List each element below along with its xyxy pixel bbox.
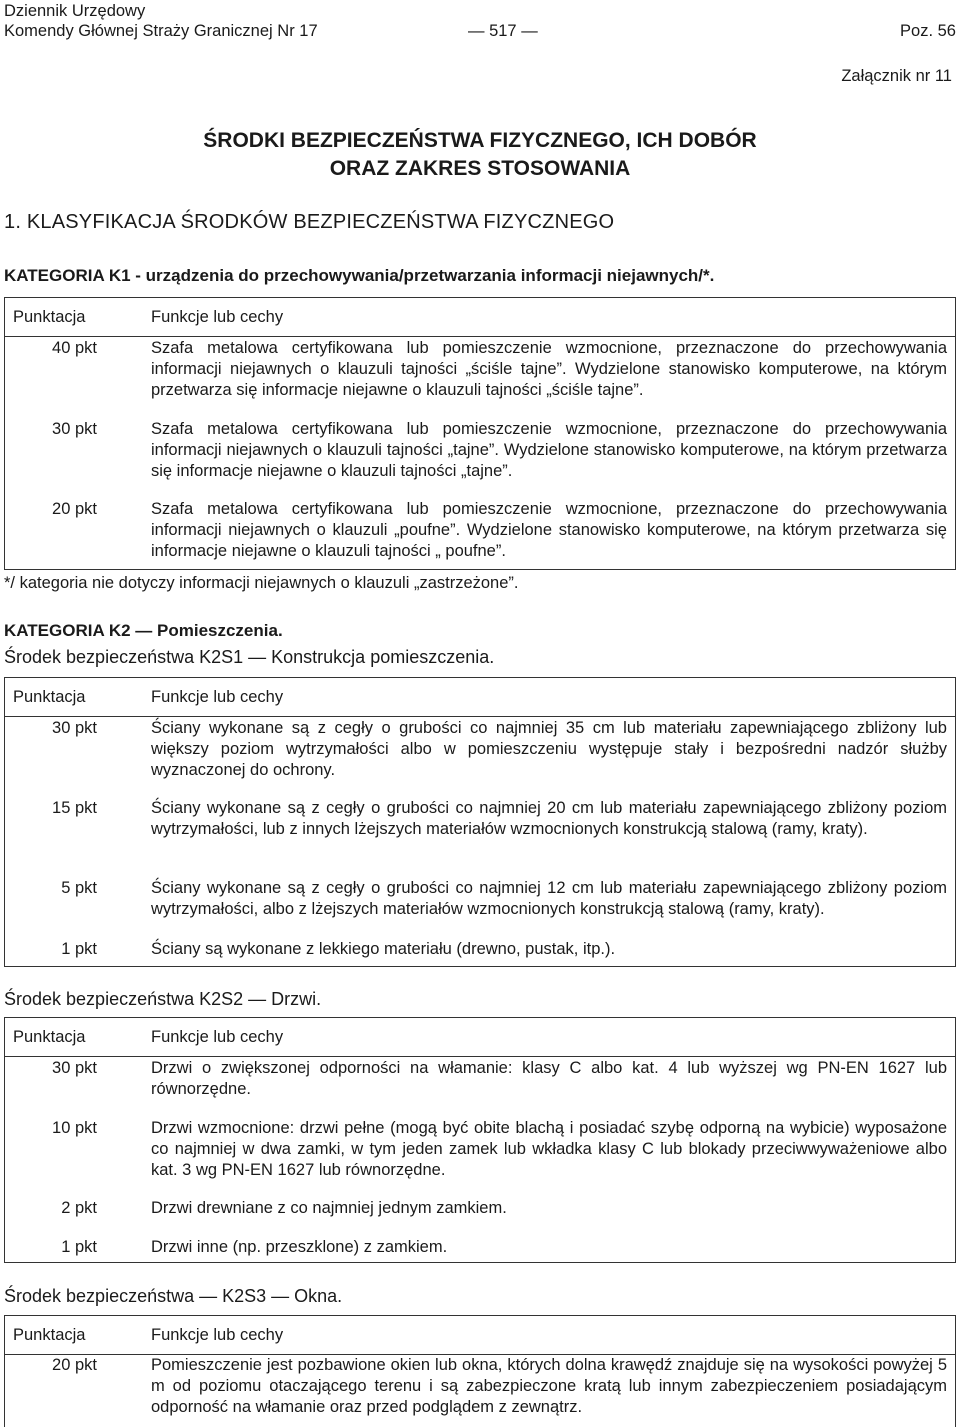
row-points: 30 pkt <box>52 420 97 438</box>
section-heading: 1. KLASYFIKACJA ŚRODKÓW BEZPIECZEŃSTWA FIZYCZNEGO <box>4 211 615 233</box>
header-divider <box>5 1056 955 1057</box>
row-points: 2 pkt <box>61 1199 97 1217</box>
footnote: */ kategoria nie dotyczy informacji niejawnych o klauzuli „zastrzeżone”. <box>4 574 519 592</box>
column-header-points: Punktacja <box>13 308 86 326</box>
row-points: 30 pkt <box>52 1059 97 1077</box>
row-points: 30 pkt <box>52 719 97 737</box>
k2s2-heading: Środek bezpieczeństwa K2S2 — Drzwi. <box>4 989 322 1009</box>
column-header-features: Funkcje lub cechy <box>151 1326 284 1344</box>
row-description: Ściany wykonane są z cegły o grubości co najmniej 12 cm lub materiału zapewniającego zbliżony poziom wytrzymałości, albo z lżejszych materiałów wzmocnionych konstrukcją stalową (ramy, kraty). <box>151 879 947 918</box>
row-points: 15 pkt <box>52 799 97 817</box>
row-description: Szafa metalowa certyfikowana lub pomieszczenie wzmocnione, przeznaczone do przechowywania informacji niejawnych o klauzuli tajności „tajne”. Wydzielone stanowisko komputerowe, na którym przetwarza się informacje niejawne o klauzuli tajności „tajne”. <box>151 420 947 480</box>
header-divider <box>5 336 955 337</box>
row-description: Drzwi inne (np. przeszklone) z zamkiem. <box>151 1238 448 1256</box>
page-header <box>4 0 956 42</box>
row-description: Drzwi o zwiększonej odporności na włamanie: klasy C albo kat. 4 lub wyższej wg PN-EN 1627 lub równorzędne. <box>151 1059 947 1098</box>
k2s2-table <box>4 1017 956 1263</box>
row-points: 5 pkt <box>61 879 97 897</box>
k2s1-table <box>4 677 956 967</box>
column-header-points: Punktacja <box>13 1028 86 1046</box>
page-number: — 517 — <box>468 22 538 40</box>
category-k2-heading: KATEGORIA K2 — Pomieszczenia. <box>4 621 283 640</box>
column-header-features: Funkcje lub cechy <box>151 1028 284 1046</box>
row-description: Szafa metalowa certyfikowana lub pomieszczenie wzmocnione, przeznaczone do przechowywania informacji niejawnych o klauzuli tajności „ściśle tajne”. Wydzielone stanowisko komputerowe, na którym przetwarza się informacje niejawne o klauzuli tajności „ściśle tajne”. <box>151 339 947 399</box>
row-points: 1 pkt <box>61 940 97 958</box>
row-points: 20 pkt <box>52 1356 97 1374</box>
journal-issuer: Komendy Głównej Straży Granicznej Nr 17 <box>4 22 318 40</box>
document-title-line-1: ŚRODKI BEZPIECZEŃSTWA FIZYCZNEGO, ICH DOBÓR <box>203 129 757 152</box>
column-header-points: Punktacja <box>13 1326 86 1344</box>
row-description: Pomieszczenie jest pozbawione okien lub okna, których dolna krawędź znajduje się na wysokości powyżej 5 m od poziomu otaczającego terenu i są zabezpieczone kratą lub innym zabezpieczeniem posiadającym odporność na włamanie oraz przed podglądem z zewnątrz. <box>151 1356 947 1416</box>
row-points: 40 pkt <box>52 339 97 357</box>
row-points: 20 pkt <box>52 500 97 518</box>
position-number: Poz. 56 <box>900 22 956 40</box>
k2s1-heading: Środek bezpieczeństwa K2S1 — Konstrukcja pomieszczenia. <box>4 647 495 667</box>
column-header-features: Funkcje lub cechy <box>151 308 284 326</box>
category-k1-heading: KATEGORIA K1 - urządzenia do przechowywania/przetwarzania informacji niejawnych/*. <box>4 266 715 285</box>
row-description: Ściany wykonane są z cegły o grubości co najmniej 20 cm lub materiału zapewniającego zbliżony poziom wytrzymałości, lub z innych lżejszych materiałów wzmocnionych konstrukcją stalową (ramy, kraty). <box>151 799 947 838</box>
k1-table <box>4 297 956 570</box>
column-header-features: Funkcje lub cechy <box>151 688 284 706</box>
row-description: Drzwi wzmocnione: drzwi pełne (mogą być obite blachą i posiadać szybę odporną na wybicie) wyposażone co najmniej w dwa zamki, w tym jeden zamek lub wkładka klasy C lub blokady przeciwwyważeniowe albo kat. 3 wg PN-EN 1627 lub równorzędne. <box>151 1119 947 1179</box>
journal-name: Dziennik Urzędowy <box>4 2 146 20</box>
row-description: Ściany są wykonane z lekkiego materiału (drewno, pustak, itp.). <box>151 940 616 958</box>
annex-label: Załącznik nr 11 <box>841 67 952 85</box>
header-divider <box>5 716 955 717</box>
row-description: Ściany wykonane są z cegły o grubości co najmniej 35 cm lub materiału zapewniającego zbliżony lub większy poziom wytrzymałości albo w pomieszczeniu występuje stały i bezpośredni nadzór służby wyznaczonej do ochrony. <box>151 719 947 779</box>
row-description: Szafa metalowa certyfikowana lub pomieszczenie wzmocnione, przeznaczone do przechowywania informacji niejawnych o klauzuli „poufne”. Wydzielone stanowisko komputerowe, na którym przetwarza się informacje niejawne o klauzuli tajności „ poufne”. <box>151 500 947 560</box>
row-points: 10 pkt <box>52 1119 97 1137</box>
k2s3-table <box>4 1315 956 1427</box>
k2s3-heading: Środek bezpieczeństwa — K2S3 — Okna. <box>4 1286 343 1306</box>
row-description: Drzwi drewniane z co najmniej jednym zamkiem. <box>151 1199 507 1217</box>
column-header-points: Punktacja <box>13 688 86 706</box>
document-title-line-2: ORAZ ZAKRES STOSOWANIA <box>329 157 631 180</box>
row-points: 1 pkt <box>61 1238 97 1256</box>
